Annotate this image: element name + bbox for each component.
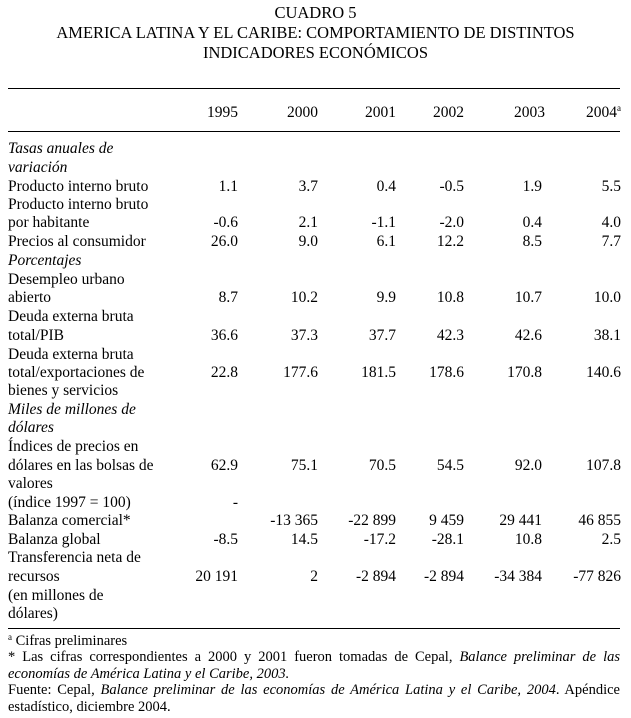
- cell-2001: -2 894: [355, 568, 396, 585]
- cell-1995: 1.1: [218, 178, 238, 195]
- year-2002: 2002: [433, 104, 464, 121]
- row-label-cont: por habitante: [8, 214, 90, 231]
- year-2001: 2001: [365, 104, 396, 121]
- note-fuente: Fuente: Cepal, Balance preliminar de las economías de América Latina y el Caribe, 2004. Apéndice estadístico, diciembre 2004.: [8, 682, 620, 715]
- cell-2003: 1.9: [522, 178, 542, 195]
- note-preliminares: $^a$ Cifras preliminares: [8, 632, 128, 649]
- cell-2002: 10.8: [436, 289, 464, 306]
- row-label-cont: abierto: [8, 289, 52, 306]
- cell-2003: 42.6: [514, 327, 542, 344]
- cell-2001: 6.1: [376, 233, 396, 250]
- cell-2001: 181.5: [361, 364, 396, 381]
- cell-2002: -2 894: [423, 568, 464, 585]
- cell-2001: 0.4: [376, 178, 396, 195]
- section-porcentajes: Porcentajes: [8, 252, 82, 269]
- table-title-line-2: INDICADORES ECONÓMICOS: [202, 43, 429, 62]
- cell-2000: 2: [310, 568, 318, 585]
- row-label-cont: recursos: [8, 568, 60, 585]
- row-label-cont: (índice 1997 = 100): [8, 494, 131, 511]
- cell-1995: -0.6: [213, 214, 238, 231]
- top-rule: [8, 88, 620, 89]
- cell-2001: 70.5: [368, 457, 396, 474]
- cell-2000: 2.1: [298, 214, 318, 231]
- cell-2004: 7.7: [601, 233, 621, 250]
- year-2003: 2003: [514, 104, 545, 121]
- table-title-line-1: AMERICA LATINA Y EL CARIBE: COMPORTAMIENTO DE DISTINTOS: [56, 23, 575, 42]
- cell-2004: -77 826: [573, 568, 621, 585]
- cell-2004: 5.5: [601, 178, 621, 195]
- cell-2000: 9.0: [298, 233, 318, 250]
- cell-2002: 54.5: [436, 457, 464, 474]
- cell-2002: -0.5: [439, 178, 464, 195]
- cell-2001: 37.7: [368, 327, 396, 344]
- cell-2001: -22 899: [348, 512, 396, 529]
- row-label: Precios al consumidor: [8, 233, 146, 250]
- header-rule: [8, 131, 620, 132]
- cell-2003: 0.4: [522, 214, 542, 231]
- row-label-cont: total/PIB: [8, 327, 64, 344]
- cell-2000: 75.1: [290, 457, 318, 474]
- section-miles-cont: dólares: [8, 419, 54, 436]
- cell-1995: -8.5: [213, 531, 238, 548]
- cell-2003: 10.8: [514, 531, 542, 548]
- row-label-cont: dólares en las bolsas de: [8, 457, 154, 474]
- cell-2000: -13 365: [270, 512, 318, 529]
- cell-2003: 8.5: [522, 233, 542, 250]
- cell-2004: 107.8: [586, 457, 621, 474]
- cell-1995: 22.8: [210, 364, 238, 381]
- row-label-cont: dólares): [8, 605, 58, 622]
- row-label: Deuda externa bruta: [8, 308, 134, 325]
- cell-2000: 3.7: [298, 178, 318, 195]
- year-1995: 1995: [207, 104, 238, 121]
- cell-2001: -1.1: [371, 214, 396, 231]
- row-label-cont: total/exportaciones de: [8, 364, 145, 381]
- cell-1995: 62.9: [210, 457, 238, 474]
- cell-2001: -17.2: [363, 531, 396, 548]
- cell-2002: 42.3: [436, 327, 464, 344]
- cell-2004: 140.6: [586, 364, 621, 381]
- row-label: Desempleo urbano: [8, 271, 125, 288]
- cell-2000: 10.2: [290, 289, 318, 306]
- row-label: Producto interno bruto: [8, 178, 149, 195]
- cell-1995-dash: -: [232, 494, 238, 511]
- section-miles: Miles de millones de: [8, 401, 136, 418]
- cell-2001: 9.9: [376, 289, 396, 306]
- cell-2000: 37.3: [290, 327, 318, 344]
- cell-2003: 29 441: [499, 512, 542, 529]
- row-label-cont: valores: [8, 475, 53, 492]
- cell-2002: 12.2: [436, 233, 464, 250]
- cell-2003: -34 384: [494, 568, 542, 585]
- cell-2004: 4.0: [601, 214, 621, 231]
- note-asterisco: * Las cifras correspondientes a 2000 y 2001 fueron tomadas de Cepal, Balance preliminar de las economías de América Latina y el Caribe, 2003.: [8, 649, 620, 682]
- row-label: Índices de precios en: [8, 438, 139, 455]
- year-2000: 2000: [287, 104, 318, 121]
- table-number: CUADRO 5: [274, 3, 357, 22]
- row-label: Balanza comercial*: [8, 512, 131, 529]
- section-tasas-cont: variación: [8, 159, 68, 176]
- cell-2002: -2.0: [439, 214, 464, 231]
- section-tasas: Tasas anuales de: [8, 140, 114, 157]
- cell-2004: 2.5: [601, 531, 621, 548]
- cell-2004: 10.0: [593, 289, 621, 306]
- row-label: Balanza global: [8, 531, 101, 548]
- row-label: Producto interno bruto: [8, 196, 149, 213]
- row-label: Transferencia neta de: [8, 549, 141, 566]
- cell-1995: 20 191: [195, 568, 238, 585]
- cell-1995: 26.0: [210, 233, 238, 250]
- row-label: Deuda externa bruta: [8, 346, 134, 363]
- cell-2002: 9 459: [429, 512, 464, 529]
- cell-2003: 10.7: [514, 289, 542, 306]
- cell-2004: 38.1: [593, 327, 621, 344]
- cell-1995: 8.7: [218, 289, 238, 306]
- cell-2004: 46 855: [578, 512, 621, 529]
- cell-2003: 92.0: [514, 457, 542, 474]
- cell-1995: 36.6: [210, 327, 238, 344]
- cell-2002: 178.6: [429, 364, 464, 381]
- row-label-cont: bienes y servicios: [8, 382, 119, 399]
- bottom-rule: [8, 628, 620, 629]
- row-label-cont: (en millones de: [8, 587, 104, 604]
- cell-2003: 170.8: [507, 364, 542, 381]
- cell-2002: -28.1: [431, 531, 464, 548]
- cell-2000: 177.6: [283, 364, 318, 381]
- cell-2000: 14.5: [290, 531, 318, 548]
- year-2004: 2004$^a$: [586, 103, 621, 121]
